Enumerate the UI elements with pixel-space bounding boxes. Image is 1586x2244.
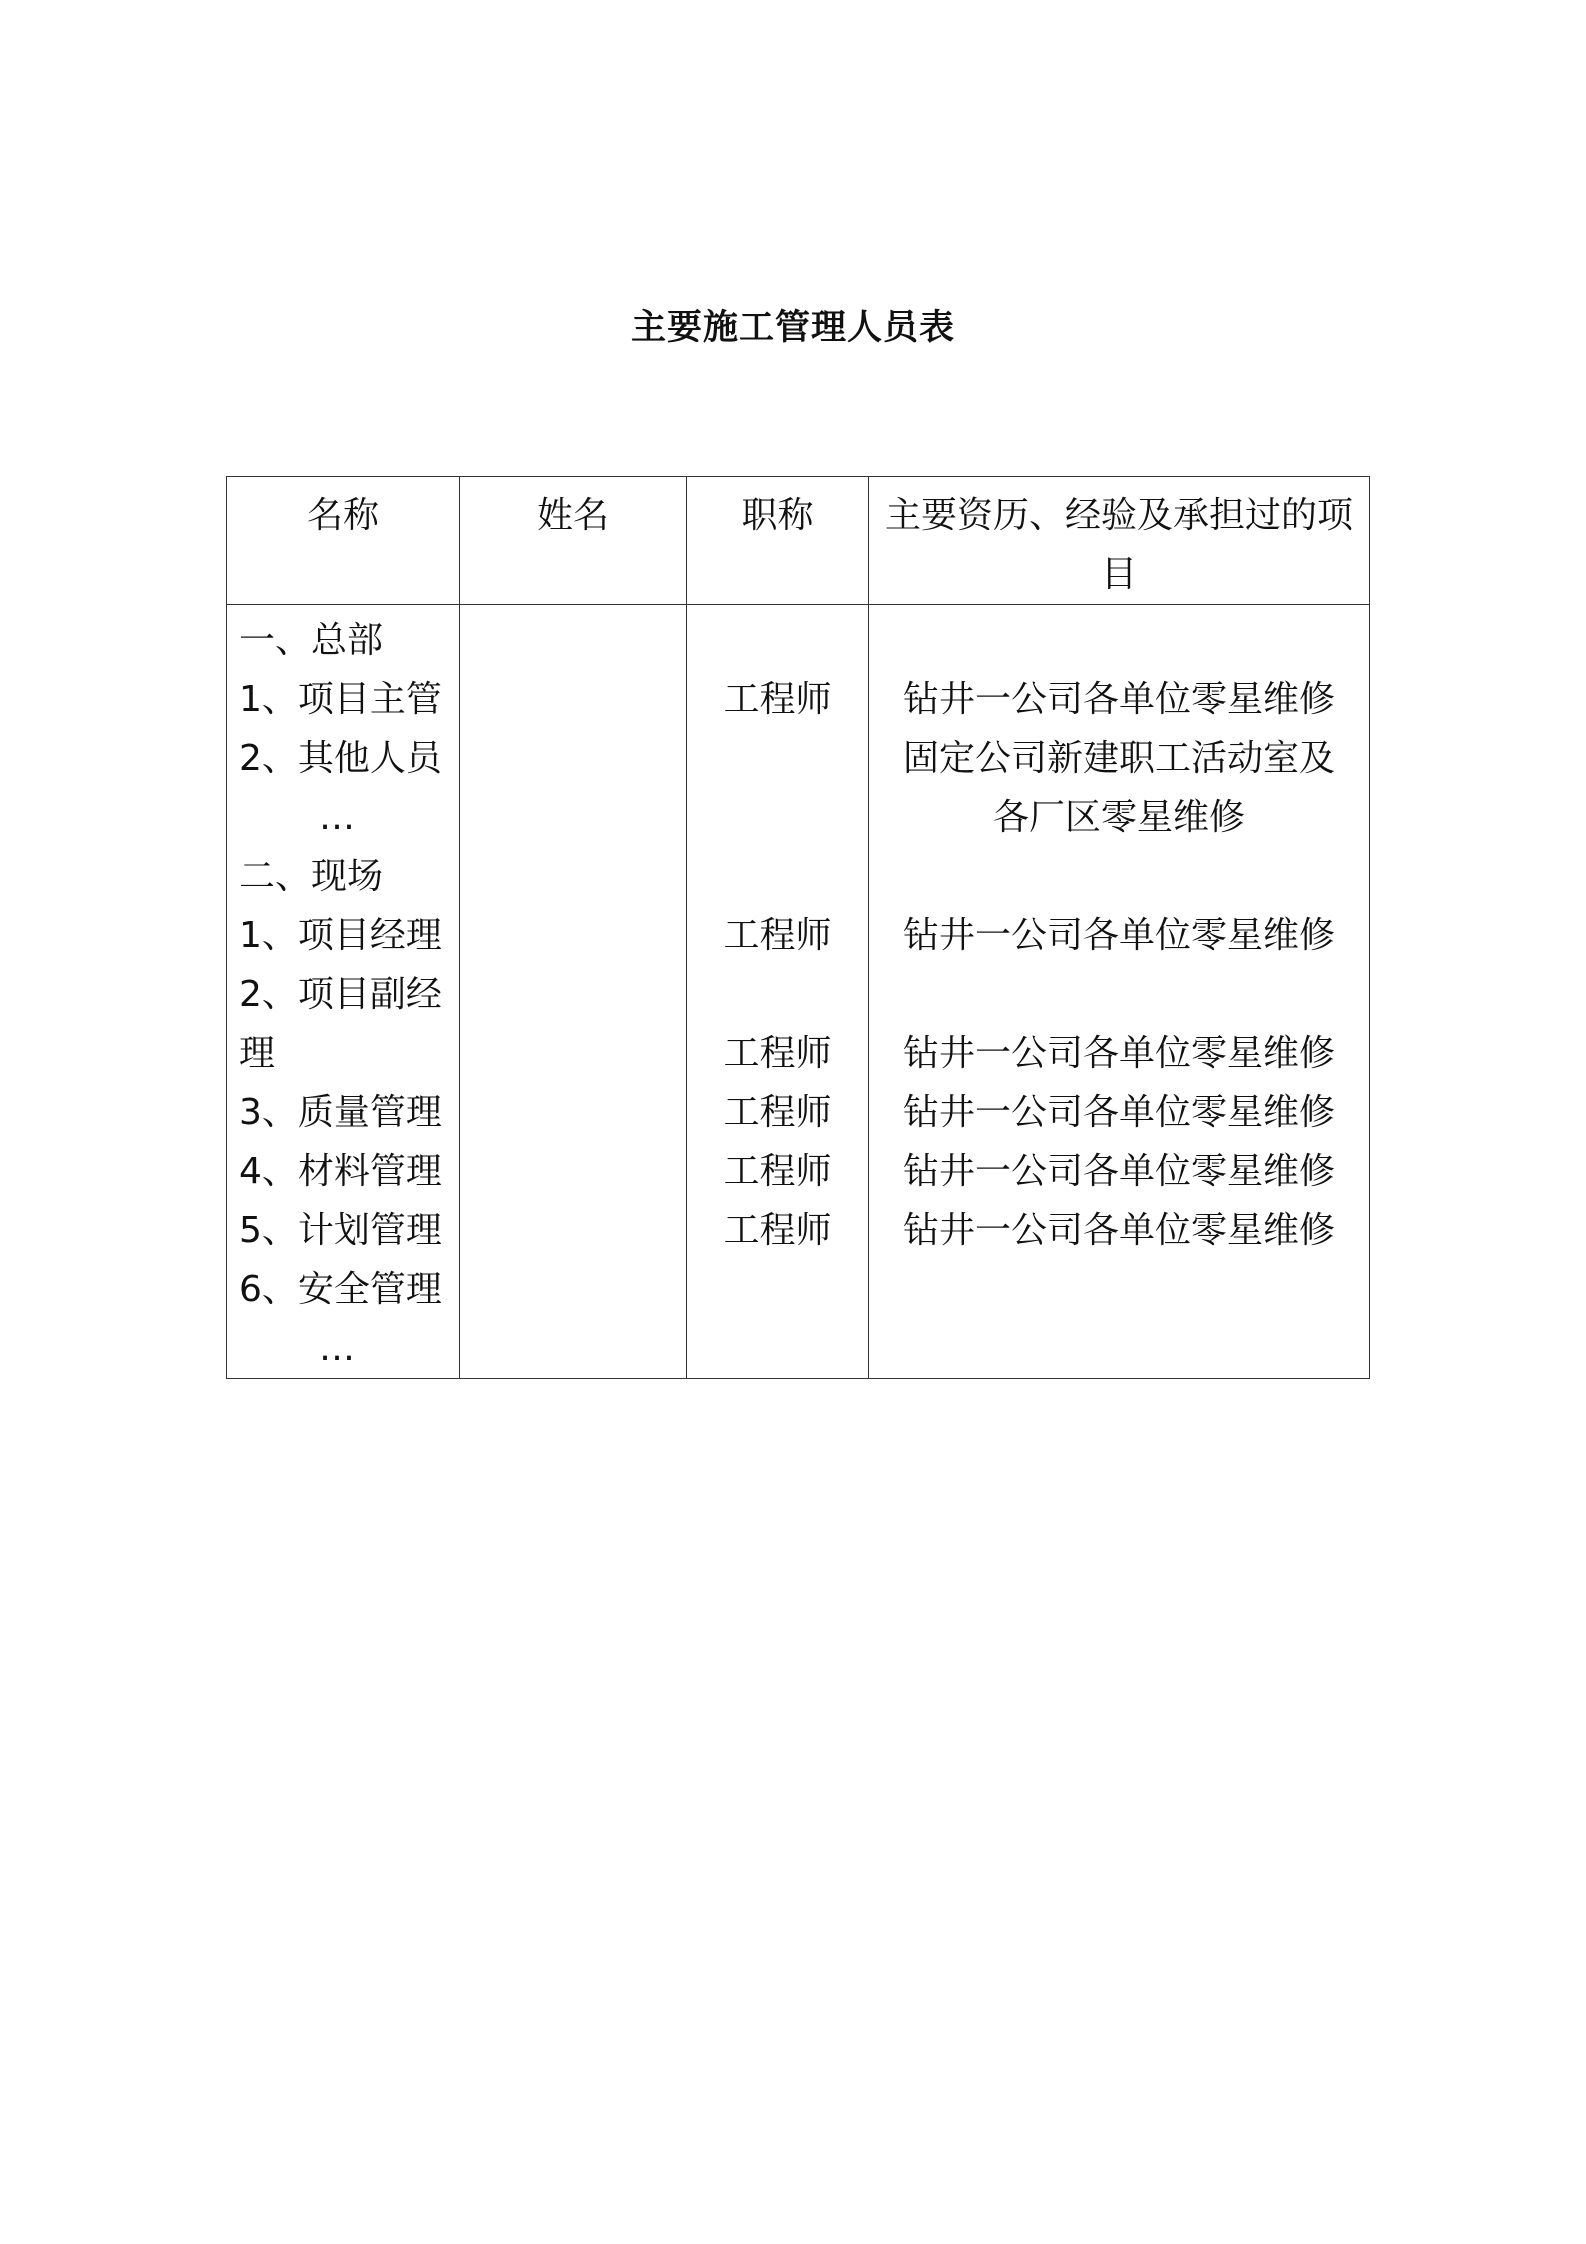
table-header-row (227, 477, 1370, 605)
experience-line: 钻井一公司各单位零星维修 (902, 1151, 1335, 1192)
role-line: … (319, 797, 355, 838)
header-name-label: 名称 (306, 495, 379, 536)
experience-column (869, 605, 1370, 1379)
title-line: 工程师 (723, 1210, 832, 1251)
role-line: 一、总部 (239, 620, 384, 661)
experience-line: 钻井一公司各单位零星维修 (902, 679, 1335, 720)
experience-line: 钻井一公司各单位零星维修 (902, 1033, 1335, 1074)
experience-line (869, 611, 1369, 670)
header-cell-name (227, 477, 460, 605)
role-line: 1、项目经理 (239, 915, 442, 956)
role-line: 4、材料管理 (239, 1151, 442, 1192)
experience-line: 钻井一公司各单位零星维修 (902, 915, 1335, 956)
title-line: 工程师 (723, 1033, 832, 1074)
page-title: 主要施工管理人员表 (630, 308, 955, 348)
title-line (687, 788, 868, 847)
title-line (687, 1260, 868, 1319)
role-line: 理 (239, 1033, 276, 1074)
role-line: 2、项目副经 (239, 974, 442, 1015)
header-cell-experience (869, 477, 1370, 605)
header-experience-label: 主要资历、经验及承担过的项目 (884, 495, 1353, 595)
title-line (687, 611, 868, 670)
role-line: 二、现场 (239, 856, 384, 897)
role-line: … (319, 1328, 355, 1369)
title-column (687, 605, 869, 1379)
role-line: 5、计划管理 (239, 1210, 442, 1251)
role-line: 2、其他人员 (239, 738, 442, 779)
title-line: 工程师 (723, 679, 832, 720)
role-line: 3、质量管理 (239, 1092, 442, 1133)
experience-line (869, 1260, 1369, 1319)
experience-line: 钻井一公司各单位零星维修 (902, 1092, 1335, 1133)
experience-line: 钻井一公司各单位零星维修 (902, 1210, 1335, 1251)
header-cell-title (687, 477, 869, 605)
experience-line (869, 1319, 1369, 1378)
staff-table (226, 476, 1370, 1379)
role-line: 1、项目主管 (239, 679, 442, 720)
person-name-column (460, 605, 687, 1379)
role-line: 6、安全管理 (239, 1269, 442, 1310)
title-line (687, 847, 868, 906)
experience-line: 固定公司新建职工活动室及 (902, 738, 1335, 779)
title-line (687, 1319, 868, 1378)
header-person-label: 姓名 (536, 495, 609, 536)
header-cell-person (460, 477, 687, 605)
experience-line: 各厂区零星维修 (992, 797, 1245, 838)
title-line (687, 965, 868, 1024)
experience-line (869, 965, 1369, 1024)
title-line: 工程师 (723, 1151, 832, 1192)
title-line: 工程师 (723, 1092, 832, 1133)
header-title-label: 职称 (741, 495, 814, 536)
experience-line (869, 847, 1369, 906)
role-column (227, 605, 460, 1379)
title-line: 工程师 (723, 915, 832, 956)
table-body-row (227, 605, 1370, 1379)
title-line (687, 729, 868, 788)
